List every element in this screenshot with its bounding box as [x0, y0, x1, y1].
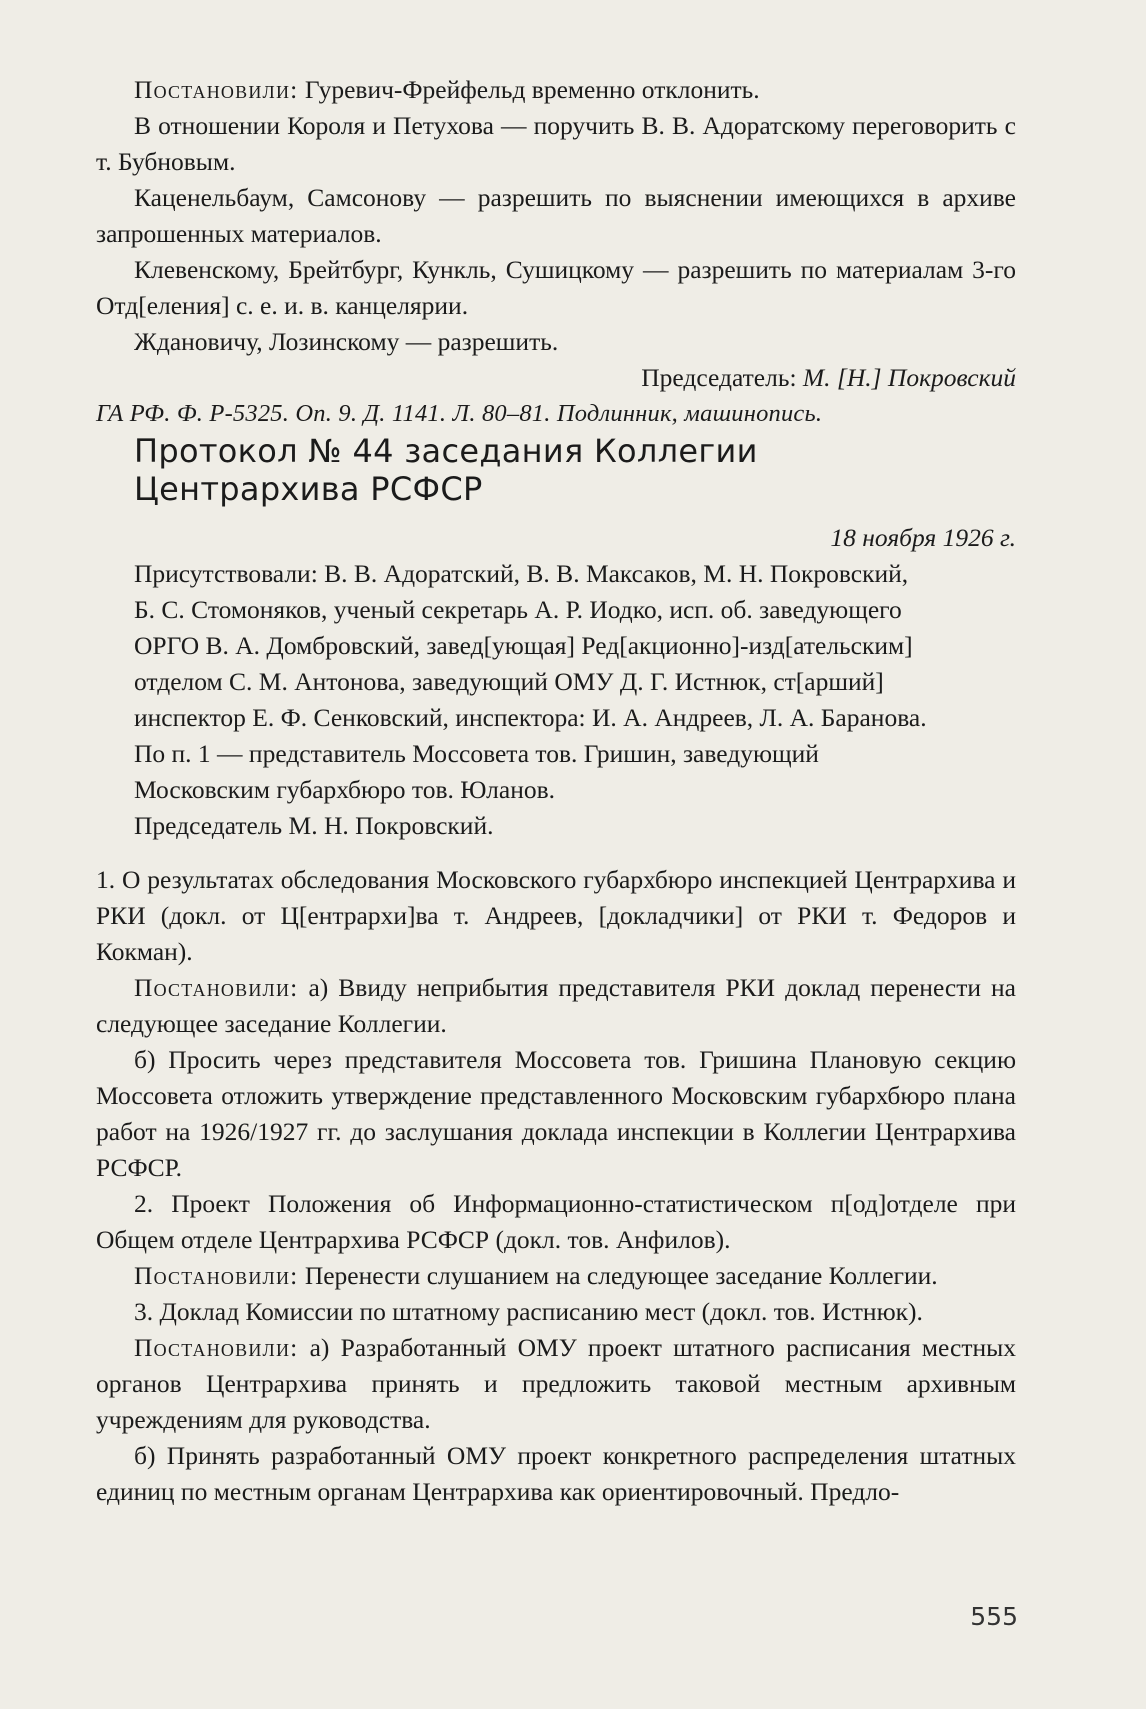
resolution-paragraph	[96, 970, 1016, 1042]
paragraph: Клевенскому, Брейтбург, Кункль, Сушицкому — разрешить по материалам 3-го Отд[еления] с. е. и. в. канцелярии.	[96, 255, 1016, 320]
paragraph: В отношении Короля и Петухова — поручить В. В. Адоратскому переговорить с т. Бубновым.	[96, 111, 1016, 176]
attendance-line: инспектор Е. Ф. Сенковский, инспектора: И. А. Андреев, Л. А. Баранова.	[134, 703, 927, 732]
title-line-2: Центрархива РСФСР	[134, 470, 483, 508]
title-line-1: Протокол № 44 заседания Коллегии	[134, 432, 758, 470]
chair-signature	[96, 360, 1016, 396]
resolution-text: Гуревич-Фрейфельд временно отклонить.	[298, 75, 760, 104]
resolved-label: Постановили:	[134, 75, 299, 104]
attendance-block	[96, 556, 1016, 844]
chair-label: Председатель:	[641, 363, 803, 392]
spacer	[96, 844, 1016, 862]
resolved-label: Постановили:	[134, 973, 299, 1002]
agenda-item-1: 1. О результатах обследования Московского губархбюро инспекцией Центрархива и РКИ (докл. от Ц[ентрархи]ва т. Андреев, [докладчики] от РКИ т. Федоров и Кокман).	[96, 865, 1016, 966]
archive-source: ГА РФ. Ф. Р-5325. Оп. 9. Д. 1141. Л. 80–81. Подлинник, машинопись.	[96, 400, 823, 427]
chair-name: М. [Н.] Покровский	[802, 363, 1016, 392]
resolution-paragraph	[96, 1330, 1016, 1438]
resolution-text: а) Ввиду неприбытия представителя РКИ доклад перенести на следующее заседание Коллегии.	[96, 973, 1016, 1038]
protocol-title	[134, 432, 1016, 508]
paragraph: Каценельбаум, Самсонову — разрешить по выяснении имеющихся в архиве запрошенных материалов.	[96, 183, 1016, 248]
attendance-line: Председатель М. Н. Покровский.	[134, 811, 494, 840]
attendance-line: Московским губархбюро тов. Юланов.	[134, 775, 556, 804]
resolution-paragraph	[96, 72, 1016, 108]
protocol-date: 18 ноября 1926 г.	[830, 523, 1016, 552]
paragraph: б) Просить через представителя Моссовета тов. Гришина Плановую секцию Моссовета отложить утверждение представленного Московским губархбюро плана работ на 1926/1927 гг. до заслушания доклада инспекции в Коллегии Центрархива РСФСР.	[96, 1045, 1016, 1182]
attendance-line: Б. С. Стомоняков, ученый секретарь А. Р. Иодко, исп. об. заведующего	[134, 595, 902, 624]
attendance-line: отделом С. М. Антонова, заведующий ОМУ Д. Г. Истнюк, ст[арший]	[134, 667, 884, 696]
resolution-paragraph	[96, 1258, 1016, 1294]
page-number: 555	[970, 1602, 1018, 1631]
paragraph: б) Принять разработанный ОМУ проект конкретного распределения штатных единиц по местным органам Центрархива как ориентировочный. Предло-	[96, 1441, 1016, 1506]
agenda-item-2: 2. Проект Положения об Информационно-статистическом п[од]отделе при Общем отделе Центрархива РСФСР (докл. тов. Анфилов).	[96, 1189, 1016, 1254]
resolution-text: а) Разработанный ОМУ проект штатного расписания местных органов Центрархива принять и предложить таковой местным архивным учреждениям для руководства.	[96, 1333, 1016, 1434]
resolved-label: Постановили:	[134, 1261, 299, 1290]
attendance-line: Присутствовали: В. В. Адоратский, В. В. Максаков, М. Н. Покровский,	[134, 559, 909, 588]
attendance-line: По п. 1 — представитель Моссовета тов. Гришин, заведующий	[134, 739, 819, 768]
paragraph: Ждановичу, Лозинскому — разрешить.	[134, 327, 559, 356]
resolution-text: Перенести слушанием на следующее заседание Коллегии.	[298, 1261, 938, 1290]
attendance-line: ОРГО В. А. Домбровский, завед[ующая] Ред[акционно]-изд[ательским]	[134, 631, 913, 660]
agenda-item-3: 3. Доклад Комиссии по штатному расписанию мест (докл. тов. Истнюк).	[134, 1297, 923, 1326]
resolved-label: Постановили:	[134, 1333, 299, 1362]
text-column	[96, 72, 1016, 1510]
